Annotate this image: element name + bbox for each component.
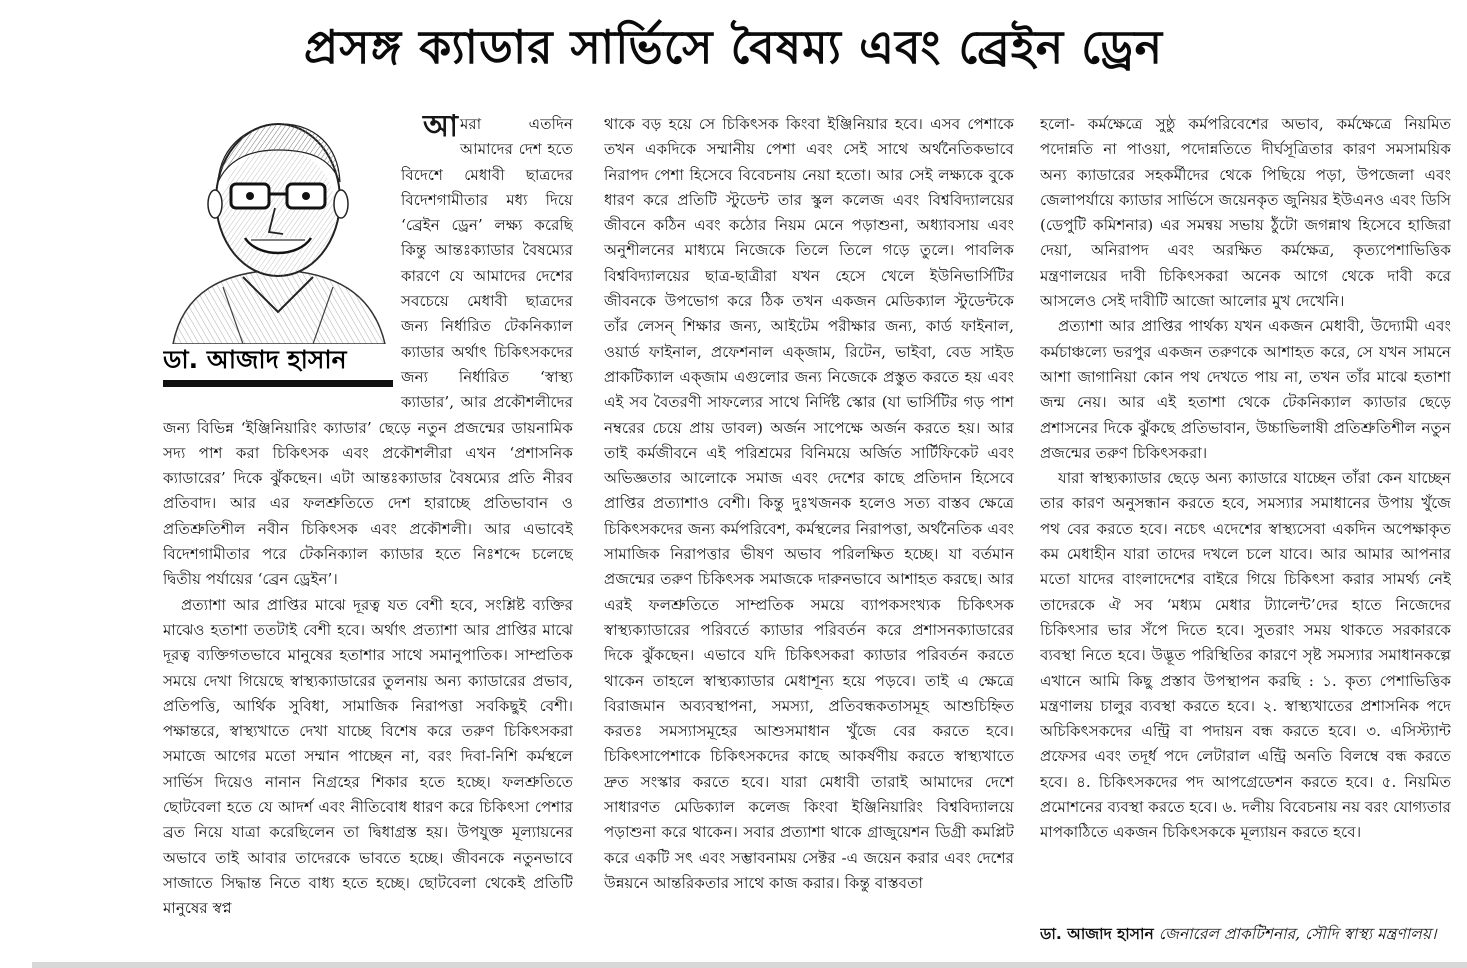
signature-title: জেনারেল প্রাকটিশনার, সৌদি স্বাস্থ্য মন্ত্রণালয়। xyxy=(1158,925,1437,943)
article-column-1 xyxy=(163,112,573,952)
article-paragraph: হলো- কর্মক্ষেত্রে সুষ্ঠু কর্মপরিবেশের অভাব, কর্মক্ষেত্রে নিয়মিত পদোন্নতি না পাওয়া, পদোন্নতিতে দীর্ঘসূত্রিতার কারণ সমসাময়িক অন্য ক্যাডারের সহকর্মীদের থেকে পিছিয়ে পড়া, উপজেলা এবং জেলাপর্যায়ে ক্যাডার সার্ভিসে জয়েনকৃত জুনিয়র ইউএনও এবং ডিসি (ডেপুটি কমিশনার) এর সমন্বয় সভায় ঠুঁটো জগন্নাথ হিসেবে হাজিরা দেয়া, অনিরাপদ এবং অরক্ষিত কর্মক্ষেত্র, কৃত্যপেশাভিত্তিক মন্ত্রণালয়ের দাবী চিকিৎসকরা অনেক আগে থেকে দাবী করে আসলেও সেই দাবীটি আজো আলোর মুখ দেখেনি। xyxy=(1040,115,1451,311)
article-paragraph: যারা স্বাস্থ্যক্যাডার ছেড়ে অন্য ক্যাডারে যাচ্ছেন তাঁরা কেন যাচ্ছেন তার কারণ অনুসন্ধান করতে হবে, সমস্যার সমাধানের উপায় খুঁজে পথ বের করতে হবে। নচেৎ এদেশের স্বাস্থ্যসেবা একদিন অপেক্ষাকৃত কম মেধাহীন যারা তাদের দখলে চলে যাবে। আর আমার আপনার মতো যাদের বাংলাদেশের বাইরে গিয়ে চিকিৎসা করার সামর্থ্য নেই তাদেরকে ঐ সব ‘মধ্যম মেধার ট্যালেন্ট’দের হাতে নিজেদের চিকিৎসার ভার সঁপে দিতে হবে। সুতরাং সময় থাকতে সরকারকে ব্যবস্থা নিতে হবে। উদ্ভূত পরিস্থিতির কারণে সৃষ্ট সমস্যার সমাধানকল্পে এখানে আমি কিছু প্রস্তাব উপস্থাপন করছি : ১. কৃত্য পেশাভিত্তিক মন্ত্রণালয় চালুর ব্যবস্থা করতে হবে। ২. স্বাস্থ্যখাতের প্রশাসনিক পদে অচিকিৎসকদের এন্ট্রি বা পদায়ন বন্ধ করতে হবে। ৩. এসিস্ট্যান্ট প্রফেসর এবং তদূর্ধ পদে লেটারাল এন্ট্রি অনতি বিলম্বে বন্ধ করতে হবে। ৪. চিকিৎসকদের পদ আপগ্রেডেশন করতে হবে। ৫. নিয়মিত প্রমোশনের ব্যবস্থা করতে হবে। ৬. দলীয় বিবেচনায় নয় বরং যোগ্যতার মাপকাঠিতে একজন চিকিৎসককে মূল্যায়ন করতে হবে। xyxy=(1040,469,1451,842)
article-headline: প্রসঙ্গ ক্যাডার সার্ভিসে বৈষম্য এবং ব্রেইন ড্রেন xyxy=(303,20,1164,74)
article-paragraph: প্রত্যাশা আর প্রাপ্তির পার্থক্য যখন একজন মেধাবী, উদ্যোমী এবং কর্মচাঞ্চল্যে ভরপুর একজন তরুণকে আশাহত করে, সে যখন সামনে আশা জাগানিয়া কোন পথ দেখতে পায় না, তখন তাঁর মাঝে হতাশা জন্ম নেয়। আর এই হতাশা থেকে টেকনিক্যাল ক্যাডার ছেড়ে প্রশাসনের দিকে ঝুঁকছে প্রতিভাবান, উচ্চাভিলাষী প্রতিশ্রুতিশীল নতুন প্রজন্মের তরুণ চিকিৎসকরা। xyxy=(1040,317,1451,462)
paragraph-text: মরা এতদিন আমাদের দেশ হতে বিদেশে মেধাবী ছাত্রদের বিদেশগামীতার মধ্য দিয়ে ‘ব্রেইন ড্রেন’ লক্ষ্য করেছি কিন্তু আন্তঃক্যাডার বৈষম্যের কারণে যে আমাদের দেশের সবচেয়ে মেধাবী ছাত্রদের জন্য নির্ধারিত টেকনিক্যাল ক্যাডার অর্থাৎ চিকিৎসকদের জন্য নির্ধারিত ‘স্বাস্থ্য ক্যাডার’, আর প্রকৌশলীদের জন্য বিভিন্ন ‘ইঞ্জিনিয়ারিং ক্যাডার’ ছেড়ে নতুন প্রজন্মের ডায়নামিক সদ্য পাশ করা চিকিৎসক এবং প্রকৌশলীরা এখন ‘প্রশাসনিক ক্যাডারের’ দিকে ঝুঁকছেন। এটা আন্তঃক্যাডার বৈষম্যের প্রতি নীরব প্রতিবাদ। আর এর ফলশ্রুতিতে দেশ হারাচ্ছে প্রতিভাবান ও প্রতিশ্রুতিশীল নবীন চিকিৎসক এবং প্রকৌশলী। আর এভাবেই বিদেশগামীতার পরে টেকনিক্যাল ক্যাডার হতে নিঃশব্দে চলেছে দ্বিতীয় পর্যায়ের ‘ব্রেন ড্রেইন’। xyxy=(163,115,573,589)
author-byline xyxy=(163,112,393,402)
drop-cap: আ xyxy=(423,112,458,144)
article-column-2 xyxy=(604,112,1014,952)
article-column-3 xyxy=(1040,112,1451,952)
author-portrait-icon xyxy=(163,112,393,344)
signature-name: ডা. আজাদ হাসান xyxy=(1040,925,1154,943)
article-paragraph: প্রত্যাশা আর প্রাপ্তির মাঝে দূরত্ব যত বেশী হবে, সংশ্লিষ্ট ব্যক্তির মাঝেও হতাশা ততটাই বেশী হবে। অর্থাৎ প্রত্যাশা আর প্রাপ্তির মাঝে দূরত্ব ব্যক্তিগতভাবে মানুষের হতাশার সাথে সমানুপাতিক। সাম্প্রতিক সময়ে দেখা গিয়েছে স্বাস্থ্যক্যাডারের তুলনায় অন্য ক্যাডারের প্রভাব, প্রতিপত্তি, আর্থিক সুবিধা, সামাজিক নিরাপত্তা সবকিছুই বেশী। পক্ষান্তরে, স্বাস্থ্যখাতে দেখা যাচ্ছে বিশেষ করে তরুণ চিকিৎসকরা সমাজে আগের মতো সম্মান পাচ্ছেন না, বরং দিবা-নিশি কর্মস্থলে সার্ভিস দিয়েও নানান নিগ্রহের শিকার হতে হচ্ছে। ফলশ্রুতিতে ছোটবেলা হতে যে আদর্শ এবং নীতিবোধ ধারণ করে চিকিৎসা পেশার ব্রত নিয়ে যাত্রা করেছিলেন তা দ্বিধাগ্রস্ত হয়। উপযুক্ত মূল্যায়নের অভাবে তাই আবার তাদেরকে ভাবতে হচ্ছে। জীবনকে নতুনভাবে সাজাতে সিদ্ধান্ত নিতে বাধ্য হতে হচ্ছে। ছোটবেলা থেকেই প্রতিটি মানুষের স্বপ্ন xyxy=(163,595,573,918)
page-bottom-rule xyxy=(32,962,1467,968)
article-paragraph: থাকে বড় হয়ে সে চিকিৎসক কিংবা ইঞ্জিনিয়ার হবে। এসব পেশাকে তখন একদিকে সম্মানীয় পেশা এবং সেই সাথে অর্থনৈতিকভাবে নিরাপদ পেশা হিসেবে বিবেচনায় নেয়া হতো। আর সেই লক্ষ্যকে বুকে ধারণ করে প্রতিটি স্টুডেন্ট তার স্কুল কলেজ এবং বিশ্ববিদ্যালয়ের জীবনে কঠিন এবং কঠোর নিয়ম মেনে পড়াশুনা, অধ্যাবসায় এবং অনুশীলনের মাধ্যমে নিজেকে তিলে তিলে গড়ে তুলে। পাবলিক বিশ্ববিদ্যালয়ের ছাত্র-ছাত্রীরা যখন হেসে খেলে ইউনিভার্সিটির জীবনকে উপভোগ করে ঠিক তখন একজন মেডিক্যাল স্টুডেন্টকে তাঁর লেসন্ শিক্ষার জন্য, আইটেম পরীক্ষার জন্য, কার্ড ফাইনাল, ওয়ার্ড ফাইনাল, প্রফেশনাল এক্জাম, রিটেন, ভাইবা, বেড সাইড প্রাকটিক্যাল এক্জাম এগুলোর জন্য নিজেকে প্রস্তুত করতে হয় এবং এই সব বৈতরণী সাফল্যের সাথে নির্দিষ্ট স্কোর (যা ভার্সিটির গড় পাশ নম্বরের চেয়ে প্রায় ডাবল) অর্জন সাপেক্ষে অর্জন করতে হয়। আর তাই কর্মজীবনে এই পরিশ্রমের বিনিময়ে অর্জিত সার্টিফিকেট এবং অভিজ্ঞতার আলোকে সমাজ এবং দেশের কাছে প্রতিদান হিসেবে প্রাপ্তির প্রত্যাশাও বেশী। কিন্তু দুঃখজনক হলেও সত্য বাস্তব ক্ষেত্রে চিকিৎসকদের জন্য কর্মপরিবেশ, কর্মস্থলের নিরাপত্তা, অর্থনৈতিক এবং সামাজিক নিরাপত্তার ভীষণ অভাব পরিলক্ষিত হচ্ছে। যা বর্তমান প্রজন্মের তরুণ চিকিৎসক সমাজকে দারুনভাবে আশাহত করছে। আর এরই ফলশ্রুতিতে সাম্প্রতিক সময়ে ব্যাপকসংখ্যক চিকিৎসক স্বাস্থ্যক্যাডারের পরিবর্তে ক্যাডার পরিবর্তন করে প্রশাসনক্যাডারের দিকে ঝুঁকছেন। এভাবে যদি চিকিৎসকরা ক্যাডার পরিবর্তন করতে থাকেন তাহলে স্বাস্থ্যক্যাডার মেধাশূন্য হয়ে পড়বে। তাই এ ক্ষেত্রে বিরাজমান অব্যবস্থাপনা, সমস্যা, প্রতিবন্ধকতাসমূহ আশুচিহ্নিত করতঃ সমস্যাসমূহের আশুসমাধান খুঁজে বের করতে হবে। চিকিৎসাপেশাকে চিকিৎসকদের কাছে আকর্ষণীয় করতে স্বাস্থ্যখাতে দ্রুত সংস্কার করতে হবে। যারা মেধাবী তারাই আমাদের দেশে সাধারণত মেডিক্যাল কলেজ কিংবা ইঞ্জিনিয়ারিং বিশ্ববিদ্যালয়ে পড়াশুনা করে থাকেন। সবার প্রত্যাশা থাকে গ্রাজুয়েশন ডিগ্রী কমপ্লিট করে একটি সৎ এবং সম্ভাবনাময় সেক্টর -এ জয়েন করার এবং দেশের উন্নয়নে আন্তরিকতার সাথে কাজ করার। কিন্তু বাস্তবতা xyxy=(604,115,1014,892)
author-signature xyxy=(1040,923,1451,945)
author-underline xyxy=(163,380,393,387)
author-name: ডা. আজাদ হাসান xyxy=(163,345,347,374)
